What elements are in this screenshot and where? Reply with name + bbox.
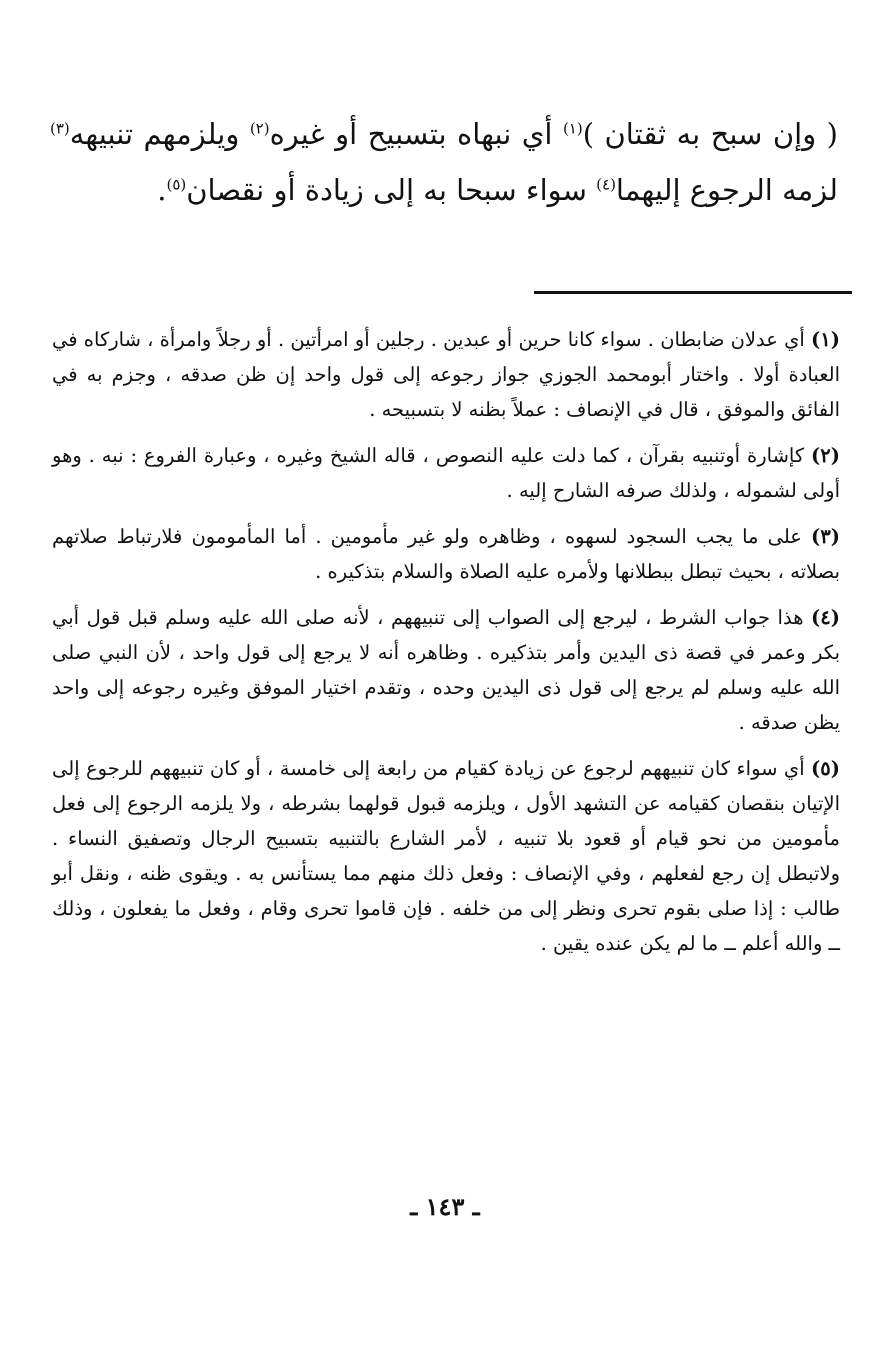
main-text bbox=[50, 106, 838, 218]
footnote-text: أي عدلان ضابطان . سواء كانا حرين أو عبدين . رجلين أو امرأتين . أو رجلاً وامرأة ، شاركاه في العبادة أولا . واختار أبومحمد الجوزي جواز رجوعه إلى قول واحد إن ظن صدقه ، وجزم به في الفائق والموفق ، قال في الإنصاف : عملاً بظنه لا بتسبيحه . bbox=[52, 328, 840, 421]
main-text-part: ( وإن سبح به ثقتان ) bbox=[582, 117, 838, 151]
footnote-ref-4: (٤) bbox=[596, 175, 616, 194]
main-text-part: . bbox=[157, 173, 167, 207]
footnote-text: كإشارة أوتنبيه بقرآن ، كما دلت عليه النصوص ، قاله الشيخ وغيره ، وعبارة الفروع : نبه . وهو أولى لشموله ، ولذلك صرفه الشارح إليه . bbox=[52, 444, 840, 502]
footnote-ref-5: (٥) bbox=[166, 175, 187, 194]
footnote-ref-1: (١) bbox=[562, 119, 583, 138]
footnote-4 bbox=[52, 600, 840, 740]
footnote-number: (٤) bbox=[811, 606, 840, 629]
footnote-ref-3: (٣) bbox=[50, 119, 70, 138]
main-text-part: سواء سبحا به إلى زيادة أو نقصان bbox=[186, 173, 597, 207]
footnote-text: هذا جواب الشرط ، ليرجع إلى الصواب إلى تنبيههم ، لأنه صلى الله عليه وسلم قبل قول أبي بكر وعمر في قصة ذى اليدين وأمر بتذكيره . وظاهره أنه لا يرجع إلى قول واحد ، لأن النبي صلى الله عليه وسلم لم يرجع إلى قول ذى اليدين وحده ، وتقدم اختيار الموفق وغيره رجوعه إلى واحد يظن صدقه . bbox=[52, 606, 840, 734]
main-text-part: ويلزمهم تنبيهه bbox=[69, 117, 250, 151]
footnote-number: (١) bbox=[811, 328, 840, 351]
footnote-number: (٥) bbox=[811, 757, 840, 780]
footnote-text: على ما يجب السجود لسهوه ، وظاهره ولو غير مأمومين . أما المأمومون فلارتباط صلاتهم بصلاته ، بحيث تبطل ببطلانها ولأمره عليه الصلاة والسلام بتذكيره . bbox=[52, 525, 840, 583]
footnotes-section bbox=[52, 322, 840, 972]
footnote-1 bbox=[52, 322, 840, 427]
footnote-5 bbox=[52, 751, 840, 961]
footnote-3 bbox=[52, 519, 840, 589]
footnote-ref-2: (٢) bbox=[249, 119, 270, 138]
main-text-part: أي نبهاه بتسبيح أو غيره bbox=[269, 117, 563, 151]
page-number: ـ ١٤٣ ـ bbox=[410, 1192, 480, 1221]
footnote-2 bbox=[52, 438, 840, 508]
footnote-separator-rule bbox=[534, 291, 852, 294]
footnote-text: أي سواء كان تنبيههم لرجوع عن زيادة كقيام من رابعة إلى خامسة ، أو كان تنبيههم للرجوع إلى الإتيان بنقصان كقيامه عن التشهد الأول ، ويلزمه قبول قولهما بشرطه ، ولا يلزمه الرجوع إلى فعل مأمومين من نحو قيام أو قعود بلا تنبيه ، لأمر الشارع بالتنبيه بتسبيح الرجال وتصفيق النساء . ولاتبطل إن رجع لفعلهم ، وفي الإنصاف : وفعل ذلك منهم مما يستأنس به . ويقوى ظنه ، ونقل أبو طالب : إذا صلى بقوم تحرى ونظر إلى من خلفه . فإن قاموا تحرى وقام ، وفعل ما يفعلون ، وذلك ــ والله أعلم ــ ما لم يكن عنده يقين . bbox=[52, 757, 840, 955]
footnote-number: (٣) bbox=[811, 525, 840, 548]
main-text-part: لزمه الرجوع إليهما bbox=[615, 173, 838, 207]
footnote-number: (٢) bbox=[811, 444, 840, 467]
